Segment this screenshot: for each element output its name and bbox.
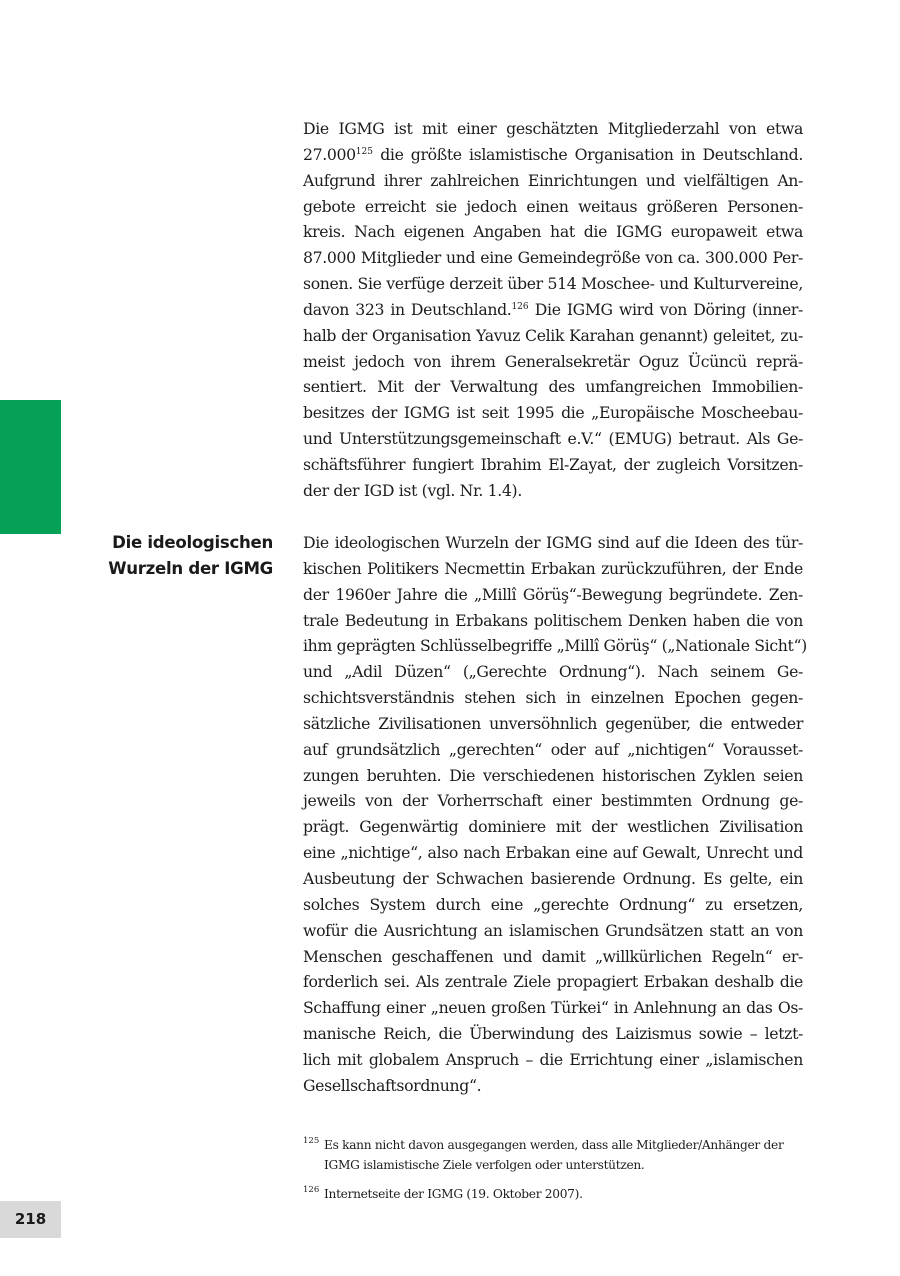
text-line: eine „nichtige“, also nach Erbakan eine auf Gewalt, Unrecht und	[303, 843, 803, 863]
text-line: der 1960er Jahre die „Millî Görüş“-Bewegung begründete. Zen-	[303, 584, 803, 604]
text-line: Schaffung einer „neuen großen Türkei“ in Anlehnung an das Os-	[303, 998, 803, 1018]
text-line: lich mit globalem Anspruch – die Errichtung einer „islamischen	[303, 1049, 803, 1069]
footnote-ref-126[interactable]: 126	[511, 301, 529, 312]
text-line: ihm geprägten Schlüsselbegriffe „Millî Görüş“ („Nationale Sicht“)	[303, 636, 807, 656]
text-line: besitzes der IGMG ist seit 1995 die „Europäische Moscheebau-	[303, 403, 803, 423]
footnote-ref-125[interactable]: 125	[355, 146, 373, 157]
text-line: gebote erreicht sie jedoch einen weitaus größeren Personen-	[303, 196, 803, 216]
text-line: Aufgrund ihrer zahlreichen Einrichtungen und vielfältigen An-	[303, 170, 803, 190]
text-line: jeweils von der Vorherrschaft einer bestimmten Ordnung ge-	[303, 791, 803, 811]
text-line: wofür die Ausrichtung an islamischen Grundsätzen statt an von	[303, 920, 803, 940]
text-line: forderlich sei. Als zentrale Ziele propagiert Erbakan deshalb die	[303, 972, 803, 992]
text-line: sentiert. Mit der Verwaltung des umfangreichen Immobilien-	[303, 377, 803, 397]
text-line: 27.000$^{125}$ die größte islamistische Organisation in Deutschland.	[303, 144, 803, 164]
text-line: Die ideologischen Wurzeln der IGMG sind auf die Ideen des tür-	[303, 533, 803, 552]
text-line: solches System durch eine „gerechte Ordnung“ zu ersetzen,	[303, 894, 803, 914]
footnote-125	[303, 1135, 803, 1175]
text-line: davon 323 in Deutschland.$^{126}$ Die IGMG wird von Döring (inner-	[303, 299, 803, 319]
text-line: auf grundsätzlich „gerechten“ oder auf „nichtigen“ Vorausset-	[303, 739, 803, 759]
text-line: prägt. Gegenwärtig dominiere mit der westlichen Zivilisation	[303, 817, 803, 837]
text-line: trale Bedeutung in Erbakans politischem Denken haben die von	[303, 610, 803, 630]
text-line: halb der Organisation Yavuz Celik Karahan genannt) geleitet, zu-	[303, 325, 803, 345]
text-line: sätzliche Zivilisationen unversöhnlich gegenüber, die entweder	[303, 713, 803, 733]
footnote-number: 126	[303, 1185, 320, 1195]
text-line: sonen. Sie verfüge derzeit über 514 Moschee- und Kulturvereine,	[303, 274, 803, 294]
text-line: Ausbeutung der Schwachen basierende Ordnung. Es gelte, ein	[303, 868, 803, 888]
text-line: 87.000 Mitglieder und eine Gemeindegröße von ca. 300.000 Per-	[303, 248, 803, 268]
body-paragraph-2	[303, 530, 807, 1099]
text-line: Die IGMG ist mit einer geschätzten Mitgliederzahl von etwa	[303, 119, 803, 138]
section-heading	[80, 530, 273, 581]
body-paragraph-1	[303, 116, 803, 504]
text-line: meist jedoch von ihrem Generalsekretär Oguz Ücüncü reprä-	[303, 351, 803, 371]
text-line: und Unterstützungsgemeinschaft e.V.“ (EMUG) betraut. Als Ge-	[303, 429, 803, 449]
text-line: schäftsführer fungiert Ibrahim El-Zayat, der zugleich Vorsitzen-	[303, 454, 803, 474]
text-line: schichtsverständnis stehen sich in einzelnen Epochen gegen-	[303, 688, 803, 708]
text-line: kreis. Nach eigenen Angaben hat die IGMG europaweit etwa	[303, 222, 803, 242]
text-line: manische Reich, die Überwindung des Laizismus sowie – letzt-	[303, 1024, 803, 1044]
text-line: zungen beruhten. Die verschiedenen historischen Zyklen seien	[303, 765, 803, 785]
footnote-126	[303, 1184, 803, 1204]
text-line: kischen Politikers Necmettin Erbakan zurückzuführen, der Ende	[303, 558, 803, 578]
text-line: und „Adil Düzen“ („Gerechte Ordnung“). Nach seinem Ge-	[303, 662, 803, 682]
page-number: 218	[0, 1201, 61, 1238]
section-heading-line: Die ideologischen	[112, 533, 273, 552]
text-line: Gesellschaftsordnung“.	[303, 1075, 482, 1095]
section-heading-line: Wurzeln der IGMG	[108, 558, 273, 578]
footnote-number: 125	[303, 1136, 320, 1146]
text-line: der der IGD ist (vgl. Nr. 1.4).	[303, 480, 522, 500]
text-line: Menschen geschaffenen und damit „willkürlichen Regeln“ er-	[303, 946, 803, 966]
footnote-text: Es kann nicht davon ausgegangen werden, dass alle Mitglieder/Anhänger der IGMG islamistische Ziele verfolgen oder unterstützen.	[324, 1138, 784, 1172]
chapter-marker-tab	[0, 400, 61, 534]
footnote-text: Internetseite der IGMG (19. Oktober 2007).	[324, 1187, 583, 1201]
